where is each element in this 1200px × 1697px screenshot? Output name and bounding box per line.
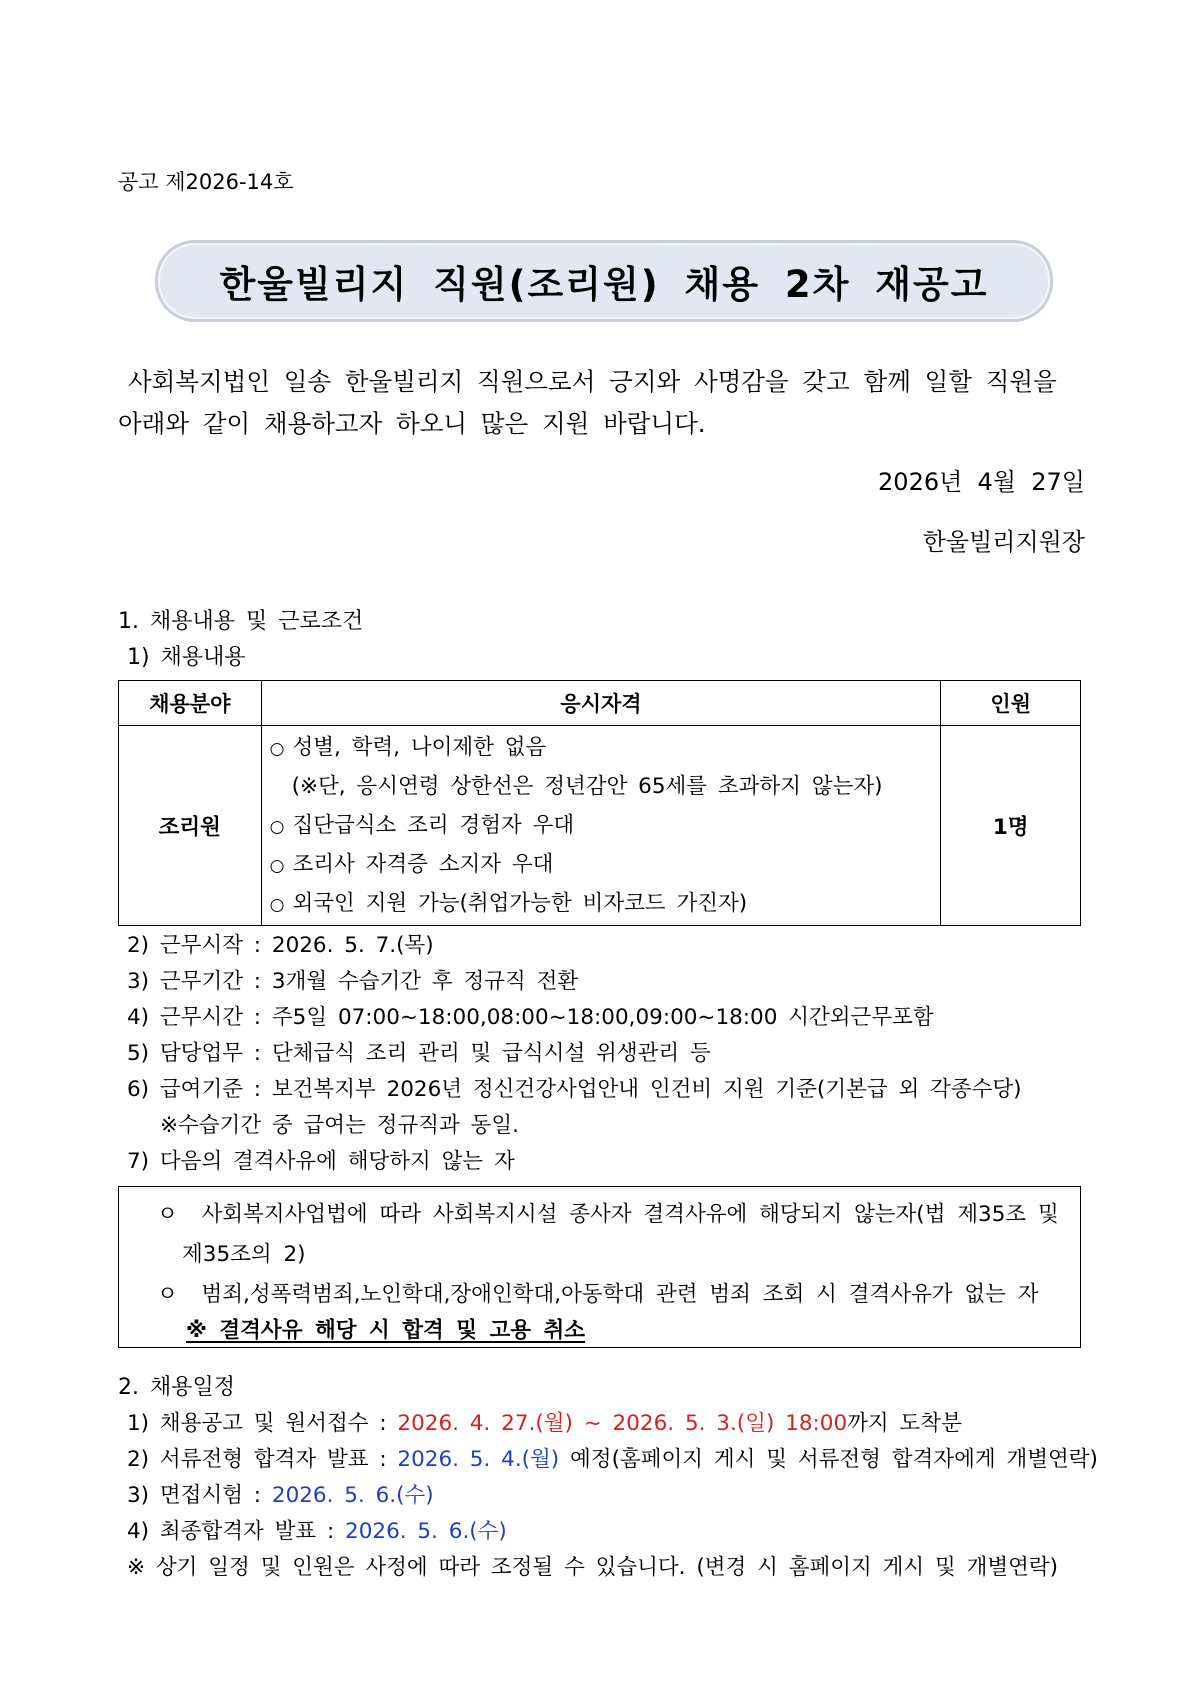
salary-note: ※수습기간 중 급여는 정규직과 동일. [160,1113,519,1138]
schedule-item: 4) 최종합격자 발표 : 2026. 5. 6.(수) [127,1519,507,1544]
notice-number: 공고 제2026-14호 [118,170,294,194]
list-item: 5) 담당업무 : 단체급식 조리 관리 및 급식시설 위생관리 등 [127,1041,711,1066]
notice-date: 2026년 4월 27일 [878,468,1085,496]
list-item: 6) 급여기준 : 보건복지부 2026년 정신건강사업안내 인건비 지원 기준(기본급 외 각종수당) [127,1077,1022,1102]
bullet-icon: ㅇ [157,1282,178,1307]
schedule-item: 1) 채용공고 및 원서접수 : 2026. 4. 27.(월) ~ 2026. 5. 3.(일) 18:00까지 도착분 [127,1411,962,1436]
list-item: 2) 근무시작 : 2026. 5. 7.(목) [127,933,434,958]
header-field: 채용분야 [119,681,262,726]
disqualification-item-cont: 제35조의 2) [182,1242,306,1267]
schedule-date: 2026. 5. 4.(월) [397,1447,560,1472]
qualification-item: ○ 조리사 자격증 소지자 우대 [269,852,554,877]
section-2-heading: 2. 채용일정 [118,1375,235,1400]
intro-line-2: 아래와 같이 채용하고자 하오니 많은 지원 바랍니다. [118,409,706,438]
count-cell: 1명 [941,726,1081,926]
bullet-icon: ㅇ [157,1202,178,1227]
recruitment-table [118,680,1081,926]
title-banner [155,240,1053,322]
header-count: 인원 [941,681,1081,726]
section-1-sub-heading: 1) 채용내용 [127,645,246,670]
qualification-cell [261,726,941,926]
schedule-date: 2026. 5. 6.(수) [345,1519,507,1544]
disqualification-warning: ※ 결격사유 해당 시 합격 및 고용 취소 [186,1318,586,1343]
disqualification-box [118,1186,1081,1348]
bullet-circle-icon: ○ [269,739,285,759]
page-title: 한울빌리지 직원(조리원) 채용 2차 재공고 [219,263,989,306]
schedule-item: 2) 서류전형 합격자 발표 : 2026. 5. 4.(월) 예정(홈페이지 게시 및 서류전형 합격자에게 개별연락) [127,1447,1098,1472]
bullet-circle-icon: ○ [269,817,285,837]
intro-line-1: 사회복지법인 일송 한울빌리지 직원으로서 긍지와 사명감을 갖고 함께 일할 직원을 [128,367,1057,396]
header-qualification: 응시자격 [261,681,941,726]
schedule-date: 2026. 5. 6.(수) [271,1483,434,1508]
schedule-note: ※ 상기 일정 및 인원은 사정에 따라 조정될 수 있습니다. (변경 시 홈페이지 게시 및 개별연락) [127,1555,1059,1580]
qualification-item: ○ 집단급식소 조리 경험자 우대 [269,813,575,838]
qualification-item: ○ 외국인 지원 가능(취업가능한 비자코드 가진자) [269,891,748,916]
list-item: 7) 다음의 결격사유에 해당하지 않는 자 [127,1149,515,1174]
bullet-circle-icon: ○ [269,895,285,915]
schedule-item: 3) 면접시험 : 2026. 5. 6.(수) [127,1483,434,1508]
qualification-item: ○ 성별, 학력, 나이제한 없음 [269,735,547,760]
table-header-row [119,681,1081,726]
disqualification-item: ㅇ 범죄,성폭력범죄,노인학대,장애인학대,아동학대 관련 범죄 조회 시 결격사유가 없는 자 [157,1282,1039,1307]
field-cell: 조리원 [119,726,262,926]
list-item: 4) 근무시간 : 주5일 07:00~18:00,08:00~18:00,09:00~18:00 시간외근무포함 [127,1005,934,1030]
disqualification-item: ㅇ 사회복지사업법에 따라 사회복지시설 종사자 결격사유에 해당되지 않는자(법 제35조 및 [157,1202,1059,1227]
qualification-note: (※단, 응시연령 상한선은 정년감안 65세를 초과하지 않는자) [291,774,883,799]
bullet-circle-icon: ○ [269,856,285,876]
section-1-heading: 1. 채용내용 및 근로조건 [118,609,364,634]
schedule-date: 2026. 4. 27.(월) ~ 2026. 5. 3.(일) 18:00 [397,1411,848,1436]
table-row [119,726,1081,926]
list-item: 3) 근무기간 : 3개월 수습기간 후 정규직 전환 [127,969,579,994]
issuer-name: 한울빌리지원장 [922,528,1085,556]
